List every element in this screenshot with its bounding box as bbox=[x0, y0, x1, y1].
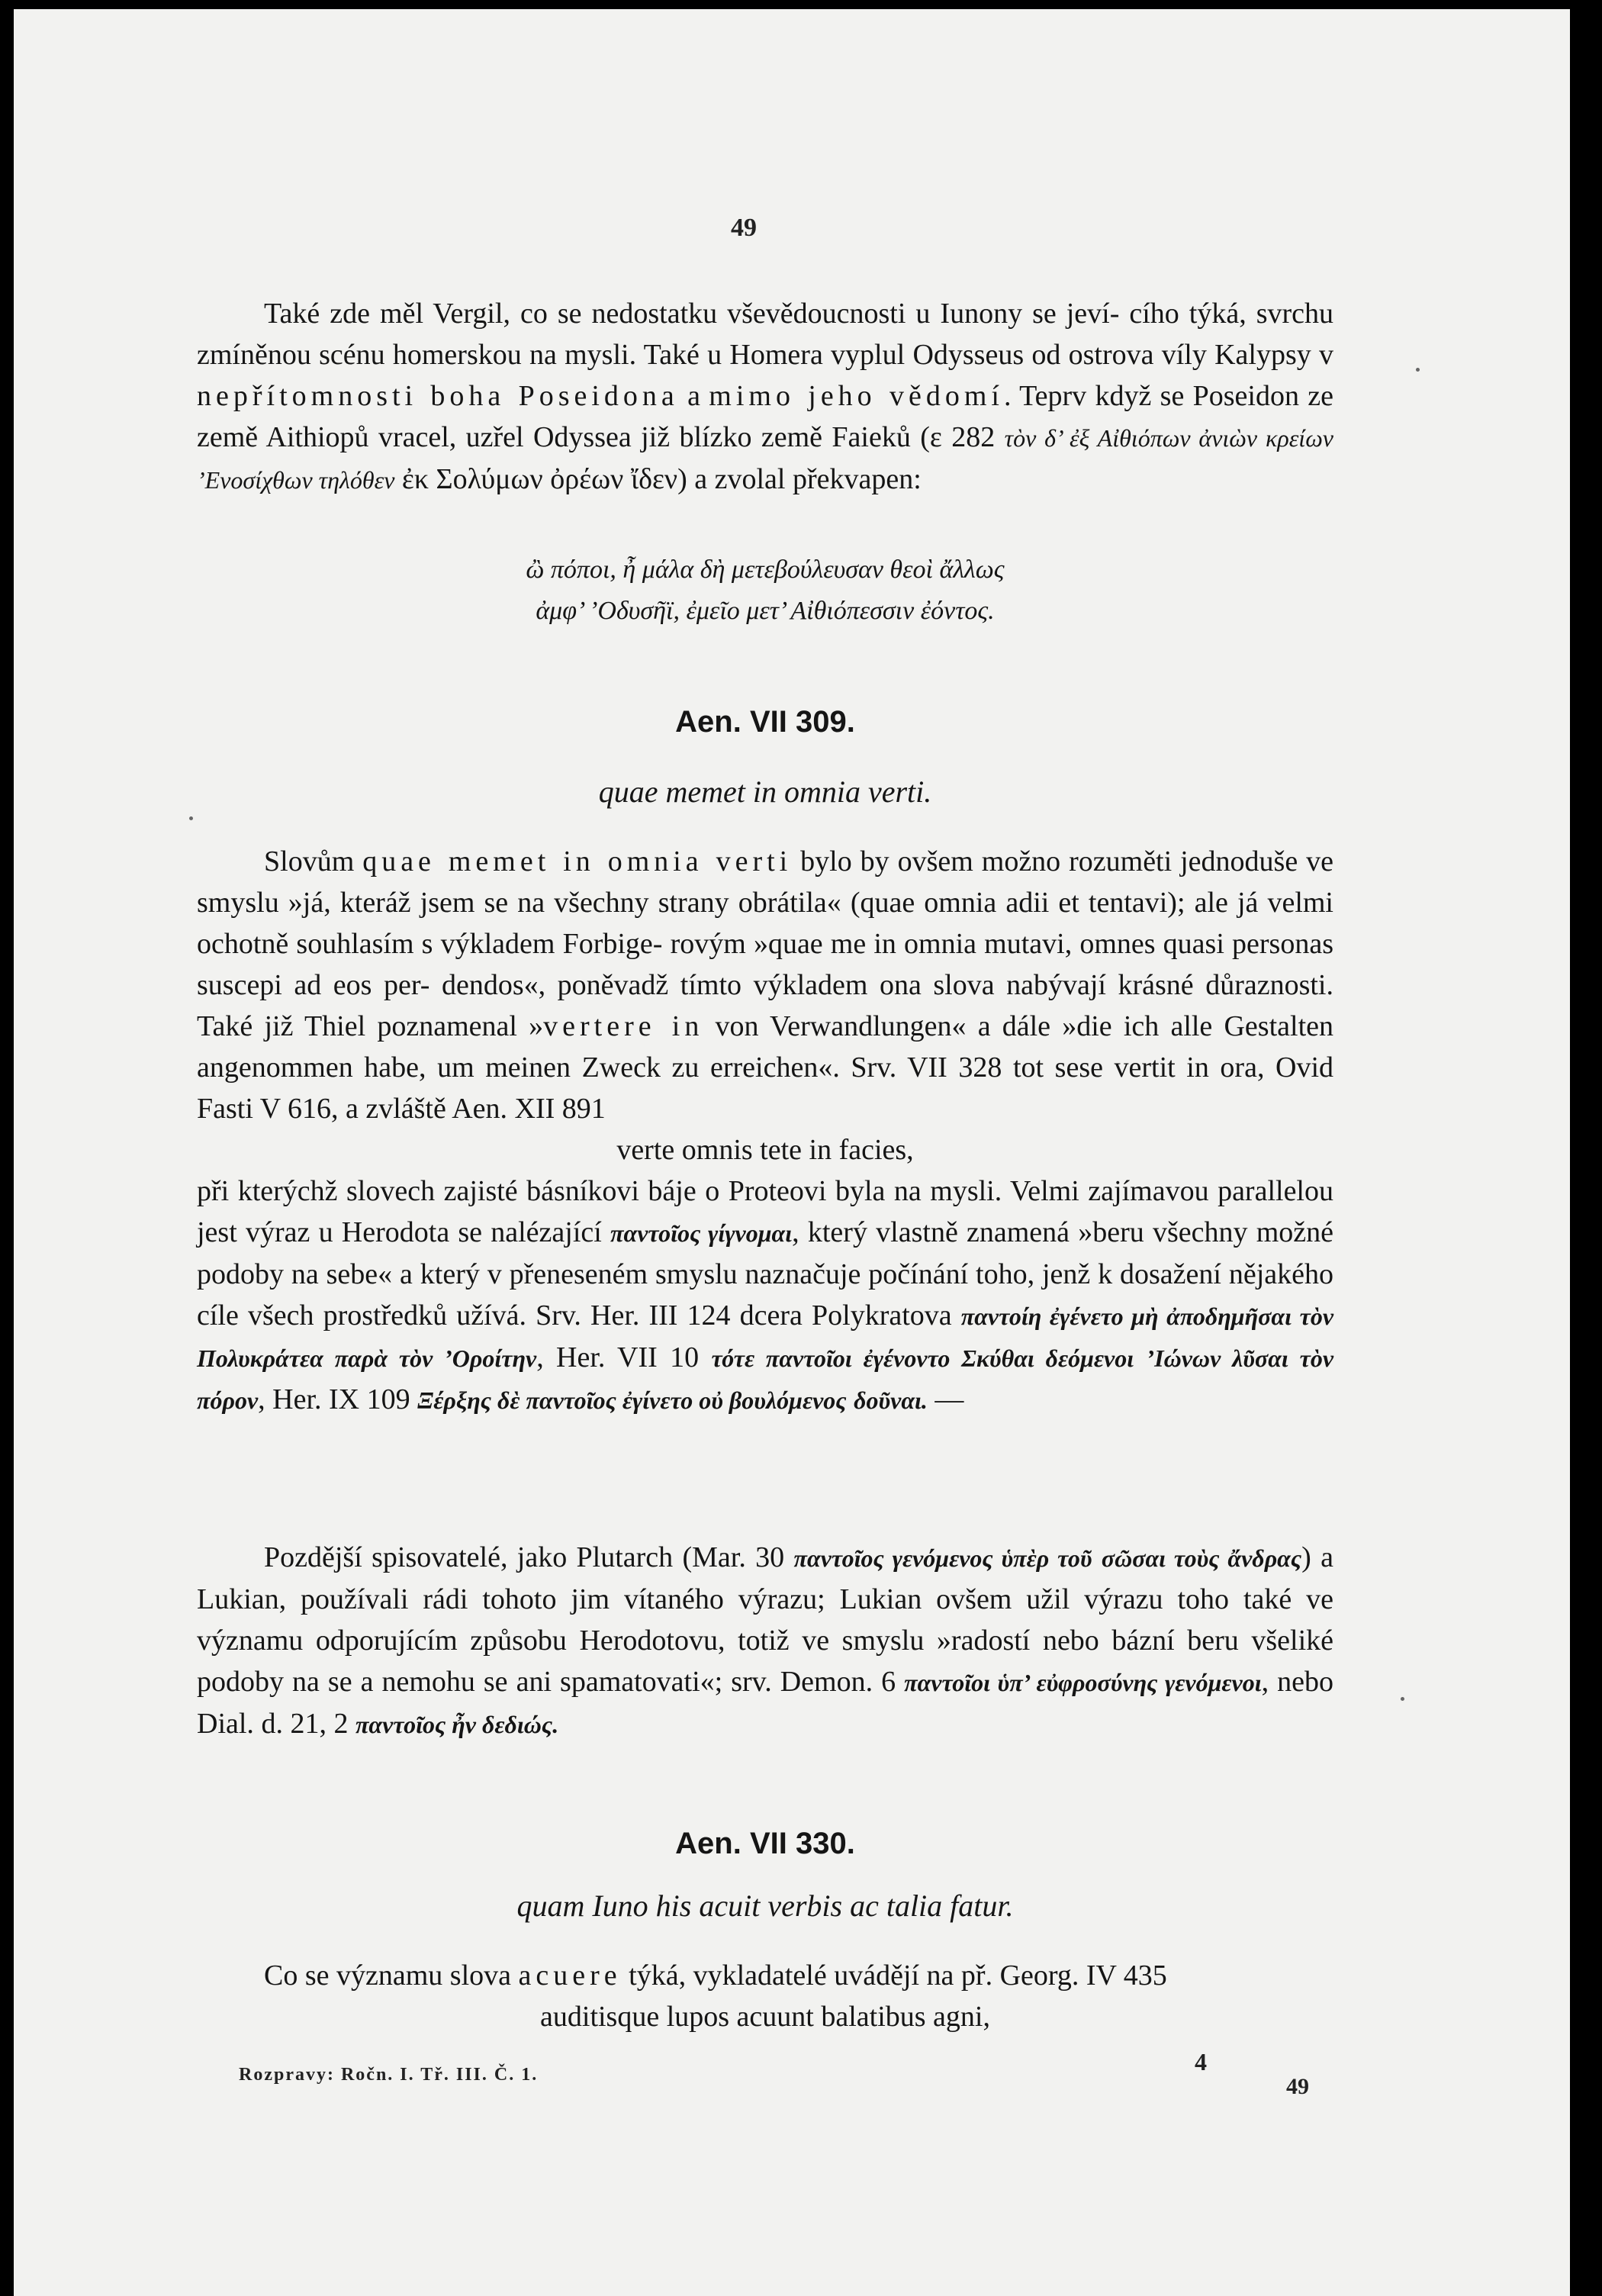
section-1-text bbox=[197, 293, 1333, 501]
text-line: Gestalten angenommen habe, um meinen Zweck zu erreichen«. Srv. VII 328 bbox=[197, 1010, 1333, 1084]
text-line: , nebo Dial. bbox=[197, 1666, 1334, 1740]
text-line: jednoduše ve smyslu »já, kteráž jsem se na všechny strany obrátila« (quae bbox=[197, 845, 1334, 919]
page-number: 49 bbox=[731, 214, 757, 242]
text-line: užívá. Srv. Her. III 124 dcera Polykratova bbox=[456, 1299, 961, 1332]
corner-page-number: 49 bbox=[1286, 2074, 1309, 2099]
text-line: . Teprv když se Poseidon ze země Aithiopů vracel, bbox=[197, 380, 1334, 453]
text-line: tot sese vertit in ora, Ovid Fasti V 616, a zvláště Aen. XII 891 bbox=[197, 1051, 1334, 1125]
text-line: dendos«, poněvadž tímto výkladem ona slova nabývají krásné důraznosti. Také bbox=[197, 969, 1333, 1042]
greek-text: Πολυκράτεα παρὰ τὸν ’Οροίτην bbox=[197, 1344, 537, 1372]
text-line: omnia adii et tentavi); ale já velmi ochotně souhlasím s výkladem Forbige- bbox=[197, 887, 1333, 960]
text-line: cího týká, svrchu zmíněnou scénu homerskou na mysli. Také u Homera vyplul bbox=[197, 298, 1334, 371]
text-line: uzřel Odyssea již blízko země Faieků (ε 282 bbox=[465, 421, 1005, 453]
text-line: smyslu naznačuje počínání toho, jenž k dosažení nějakého cíle všech prostředků bbox=[197, 1258, 1334, 1332]
footer-signature: Rozpravy: Ročn. I. Tř. III. Č. 1. bbox=[239, 2065, 539, 2085]
greek-text: τὸν δ’ ἐξ Αἰθιόπων ἀνιὼν κρείων bbox=[1004, 424, 1333, 452]
text-line: rovým »quae me in omnia mutavi, omnes quasi personas suscepi ad eos per- bbox=[197, 928, 1333, 1001]
spaced-text: vertere in bbox=[543, 1010, 704, 1042]
text-line: bylo by ovšem možno rozuměti bbox=[792, 845, 1173, 878]
page bbox=[14, 9, 1570, 2296]
paragraph bbox=[197, 293, 1333, 501]
text-line: von Verwandlungen« a dále »die ich alle bbox=[703, 1010, 1213, 1042]
greek-text: ’Ιώνων λῦσαι τὸν πόρον bbox=[197, 1344, 1334, 1414]
text-line: totiž ve smyslu »radostí nebo bázní beru všeliké podoby na se a nemohu se bbox=[197, 1625, 1334, 1698]
text-line: ani spamatovati«; srv. Demon. 6 bbox=[516, 1666, 905, 1698]
text-line: Také zde měl Vergil, co se nedostatku vševědoucnosti u Iunony se jeví- bbox=[264, 298, 1120, 330]
verse-quote: auditisque lupos acuunt balatibus agni, bbox=[540, 2001, 990, 2033]
spaced-text: nepřítomnosti boha Poseidona bbox=[197, 380, 679, 412]
greek-quote bbox=[197, 549, 1333, 632]
text-line: ) a Lukian, používali rádi tohoto jim vítaného výrazu; Lukian bbox=[197, 1541, 1333, 1615]
text-line: ovšem užil výrazu toho také ve významu odporujícím způsobu Herodotovu, bbox=[197, 1583, 1334, 1657]
section-heading: Aen. VII 330. bbox=[675, 1827, 855, 1860]
text-line: d. 21, 2 bbox=[261, 1708, 355, 1740]
text-line: Slovům bbox=[264, 845, 363, 878]
greek-text: παντοίη ἐγένετο μὴ ἀποδημῆσαι τὸν bbox=[960, 1303, 1334, 1330]
text-line: již Thiel poznamenal » bbox=[264, 1010, 544, 1042]
quote-line: ὢ πόποι, ἦ μάλα δὴ μετεβούλευσαν θεοὶ ἄλλως bbox=[526, 555, 1005, 584]
text-line: Pozdější spisovatelé, jako Plutarch (Mar. 30 bbox=[264, 1541, 794, 1573]
text-line: , Her. VII 10 bbox=[536, 1341, 712, 1373]
paragraph bbox=[197, 1171, 1333, 1421]
greek-text: παντοῖοι ὑπ’ εὐφροσύνης γενόμενοι bbox=[904, 1669, 1262, 1696]
speck bbox=[189, 816, 193, 820]
section-2-text bbox=[197, 841, 1333, 1421]
spaced-text: quae memet in omnia verti bbox=[362, 845, 793, 878]
section-4-text bbox=[197, 1955, 1333, 2037]
greek-text: Ξέρξης δὲ παντοῖος ἐγίνετο οὐ βουλόμενος bbox=[417, 1386, 847, 1414]
section-lemma: quae memet in omnia verti. bbox=[598, 774, 932, 809]
text-line: Co se významu slova bbox=[264, 1959, 519, 1992]
text-line: , Her. IX 109 bbox=[258, 1383, 418, 1415]
section-3-text bbox=[197, 1537, 1333, 1745]
text-line: vlastně znamená »beru všechny možné podoby na sebe« a který v přeneseném bbox=[197, 1216, 1334, 1290]
greek-text: παντοῖος γενόμενος ὑπὲρ τοῦ bbox=[793, 1544, 1092, 1572]
signature-number: 4 bbox=[1195, 2048, 1207, 2075]
greek-text: παντοῖος γίγνομαι bbox=[610, 1219, 793, 1247]
greek-text: ’Ενοσίχθων τηλόθεν bbox=[197, 466, 395, 494]
text-line: ἐκ Σολύμων ὀρέων ἴδεν) a zvolal překvapen: bbox=[401, 463, 922, 495]
spaced-text: acuere bbox=[518, 1959, 622, 1992]
speck bbox=[1416, 368, 1420, 372]
greek-text: τότε παντοῖοι ἐγένοντο Σκύθαι δεόμενοι bbox=[711, 1344, 1134, 1372]
greek-text: παντοῖος ἦν δεδιώς. bbox=[355, 1711, 559, 1738]
text-line: týká, vykladatelé uvádějí na př. Georg. IV 435 bbox=[621, 1959, 1167, 1992]
paragraph bbox=[197, 841, 1333, 1129]
text-line: a bbox=[687, 380, 709, 412]
spaced-text: mimo jeho vědomí bbox=[709, 380, 1004, 412]
quote-line: ἀμφ’ ’Οδυσῆϊ, ἐμεῖο μετ’ Αἰθιόπεσσιν ἐόντος. bbox=[536, 597, 995, 625]
text-line: , který bbox=[792, 1216, 867, 1248]
text-line: zajímavou parallelou jest výraz u Herodota se nalézající bbox=[197, 1175, 1333, 1248]
speck bbox=[1401, 1697, 1404, 1701]
section-heading: Aen. VII 309. bbox=[675, 705, 855, 739]
text-line: Odysseus od ostrova víly Kalypsy v bbox=[912, 339, 1334, 371]
section-lemma: quam Iuno his acuit verbis ac talia fatur. bbox=[516, 1889, 1014, 1923]
text-line: při kterýchž slovech zajisté básníkovi báje o Proteovi byla na mysli. Velmi bbox=[197, 1175, 1079, 1207]
paragraph bbox=[197, 1537, 1333, 1745]
greek-text: δοῦναι. bbox=[854, 1386, 928, 1414]
verse-quote: verte omnis tete in facies, bbox=[616, 1134, 914, 1166]
paragraph bbox=[197, 1955, 1333, 1996]
text-line: — bbox=[927, 1383, 964, 1415]
greek-text: σῶσαι τοὺς ἄνδρας bbox=[1101, 1544, 1302, 1572]
